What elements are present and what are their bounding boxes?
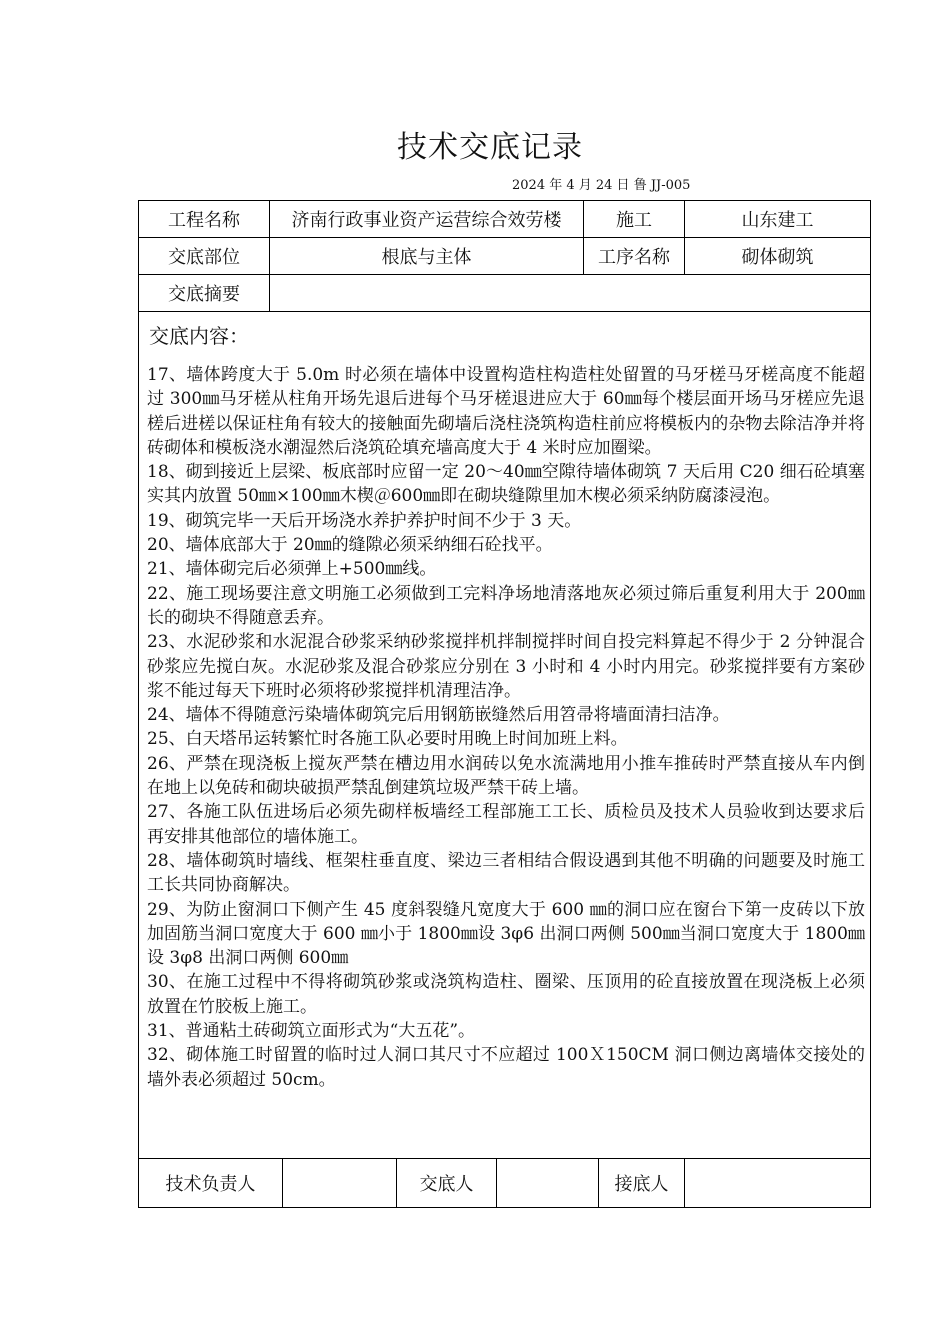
project-name-label: 工程名称 (168, 210, 240, 231)
date-and-code: 2024 年 4 月 24 日 鲁 JJ-005 (512, 178, 691, 193)
process-name-value: 砌体砌筑 (741, 247, 814, 268)
tech-lead-label: 技术负责人 (165, 1174, 256, 1195)
content-item: 21、墙体砌完后必须弹上+500㎜线。 (147, 559, 437, 580)
summary-value (270, 275, 870, 311)
content-item: 30、在施工过程中不得将砌筑砂浆或浇筑构造柱、圈梁、压顶用的砼直接放置在现浇板上必须放置在竹胶板上施工。 (147, 972, 865, 1017)
project-name-value: 济南行政事业资产运营综合效劳楼 (291, 210, 562, 231)
content-item: 23、水泥砂浆和水泥混合砂浆采纳砂浆搅拌机拌制搅拌时间自投完料算起不得少于 2 分钟混合砂浆应先搅白灰。水泥砂浆及混合砂浆应分别在 3 小时和 4 小时内用完。砂浆搅拌要有方案砂浆不能过每天下班时必须将砂浆搅拌机清理洁净。 (147, 632, 865, 701)
content-item: 19、砌筑完毕一天后开场浇水养护养护时间不少于 3 天。 (147, 510, 582, 531)
content-item: 18、砌到接近上层梁、板底部时应留一定 20～40㎜空隙待墙体砌筑 7 天后用 C20 细石砼填塞实其内放置 50㎜×100㎜木楔＠600㎜即在砌块缝隙里加木楔必须采纳防腐漆浸泡。 (147, 462, 865, 507)
discloser-signature (497, 1159, 598, 1207)
row-divider (139, 311, 870, 312)
disclosure-part-value: 根底与主体 (381, 247, 472, 268)
tech-lead-signature (283, 1159, 396, 1207)
content-item: 28、墙体砌筑时墙线、框架柱垂直度、梁边三者相结合假设遇到其他不明确的问题要及时施工工长共同协商解决。 (147, 850, 865, 896)
content-item: 32、砌体施工时留置的临时过人洞口其尺寸不应超过 100Ｘ150CM 洞口侧边离墙体交接处的墙外表必须超过 50cm。 (147, 1045, 865, 1090)
receiver-label: 接底人 (614, 1174, 669, 1195)
content-item: 20、墙体底部大于 20㎜的缝隙必须采纳细石砼找平。 (147, 535, 553, 556)
construction-value: 山东建工 (741, 210, 814, 231)
construction-label: 施工 (616, 210, 652, 231)
receiver-signature (685, 1159, 870, 1207)
process-name-label: 工序名称 (598, 247, 670, 268)
content-item: 27、各施工队伍进场后必须先砌样板墙经工程部施工工长、质检员及技术人员验收到达要求后再安排其他部位的墙体施工。 (147, 802, 865, 847)
record-table (138, 200, 871, 1208)
content-item: 22、施工现场要注意文明施工必须做到工完料净场地清落地灰必须过筛后重复利用大于 200㎜长的砌块不得随意丢弃。 (147, 583, 865, 628)
content-item: 29、为防止窗洞口下侧产生 45 度斜裂缝凡宽度大于 600 ㎜的洞口应在窗台下第一皮砖以下放加固筋当洞口宽度大于 600 ㎜小于 1800㎜设 3φ6 出洞口两侧 500㎜当洞口宽度大于 1800㎜设 3φ8 出洞口两侧 600㎜ (147, 899, 865, 969)
content-heading: 交底内容： (149, 324, 249, 348)
discloser-label: 交底人 (419, 1174, 474, 1195)
document-title: 技术交底记录 (397, 130, 583, 165)
content-body (147, 363, 865, 1092)
summary-label: 交底摘要 (168, 284, 240, 305)
content-item: 17、墙体跨度大于 5.0m 时必须在墙体中设置构造柱构造柱处留置的马牙槎马牙槎高度不能超过 300㎜马牙槎从柱角开场先退后进每个马牙槎退进应大于 60㎜每个楼层面开场马牙槎应先退槎后进槎以保证柱角有较大的接触面先砌墙后浇柱浇筑构造柱前应将模板内的杂物去除洁净并将砖砌体和模板浇水潮湿然后浇筑砼填充墙高度大于 4 米时应加圈梁。 (147, 365, 865, 458)
content-item: 24、墙体不得随意污染墙体砌筑完后用钢筋嵌缝然后用笤帚将墙面清扫洁净。 (147, 705, 730, 726)
disclosure-part-label: 交底部位 (168, 247, 240, 268)
content-item: 25、白天塔吊运转繁忙时各施工队必要时用晚上时间加班上料。 (147, 729, 628, 750)
content-item: 26、严禁在现浇板上搅灰严禁在槽边用水润砖以免水流满地用小推车推砖时严禁直接从车内倒在地上以免砖和砌块破损严禁乱倒建筑垃圾严禁干砖上墙。 (147, 753, 865, 799)
content-item: 31、普通粘土砖砌筑立面形式为“大五花”。 (147, 1021, 476, 1042)
